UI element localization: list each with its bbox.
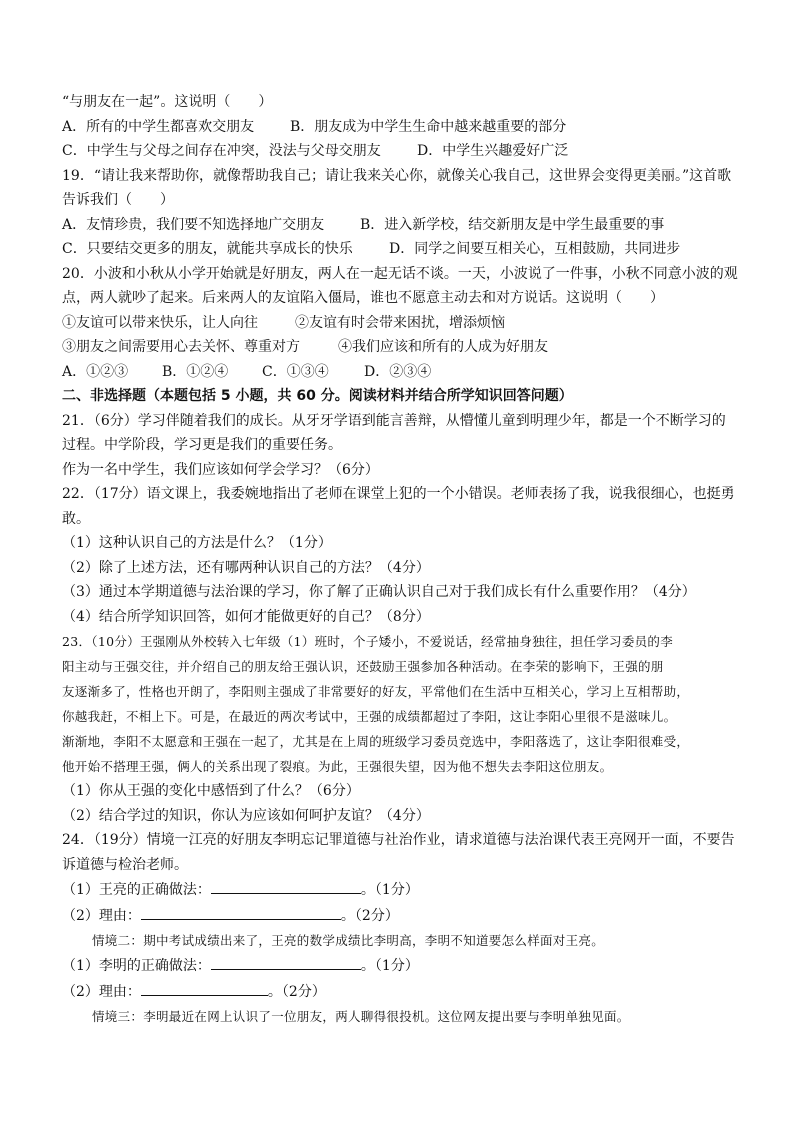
q20-statement-1: ①友谊可以带来快乐，让人向往 [62, 314, 258, 331]
q22-part-3: （3）通过本学期道德与法治课的学习，你了解了正确认识自己对于我们成长有什么重要作用？（4分） [62, 584, 696, 600]
q23-material-line-5: 渐渐地，李阳不太愿意和王强在一起了，尤其是在上周的班级学习委员竞选中，李阳落选了，这让李阳很难受， [62, 734, 690, 749]
q20-statements-12 [62, 311, 742, 336]
q20-statement-3: ③朋友之间需要用心去关怀、尊重对方 [62, 339, 300, 355]
q19-option-a: A．友情珍贵，我们要不知选择地广交朋友 [62, 216, 325, 233]
q21-line-1: 21．（6分）学习伴随着我们的成长。从牙牙学语到能言善辩，从懵懂儿童到明理少年，都是一个不断学习的 [62, 412, 726, 429]
q20-option-c: C．①③④ [262, 363, 329, 380]
q19-option-d: D．同学之间要互相关心，互相鼓励，共同进步 [389, 241, 681, 257]
section-2-title: 二、非选择题（本题包括 5 小题，共 60 分。阅读材料并结合所学知识回答问题） [62, 388, 573, 404]
q24-line-2: 诉道德与检治老师。 [62, 856, 188, 873]
q20-stem-line-1: 20．小波和小秋从小学开始就是好朋友，两人在一起无话不谈。一天，小波说了一件事，小秋不同意小波的观 [62, 265, 738, 282]
q20-stem-line-2: 点，两人就吵了起来。后来两人的友谊陷入僵局，谁也不愿意主动去和对方说话。这说明（ ） [62, 290, 664, 306]
q19-stem-line-1: 19．“请让我来帮助你，就像帮助我自己；请让我来关心你，就像关心我自己，这世界会变得更美丽。”这首歌 [62, 167, 732, 184]
q24-line-1: 24．（19分）情境一江亮的好朋友李明忘记罪道德与社治作业，请求道德与法治课代表王亮网开一面，不要告 [62, 832, 735, 848]
q24-scene2-part-2-label: （2）理由： [62, 983, 141, 1000]
answer-blank[interactable] [141, 979, 268, 996]
q23-material-line-2: 阳主动与王强交往，并介绍自己的朋友给王强认识，还鼓励王强参加各种活动。在李荣的影响下，王强的朋 [62, 659, 664, 674]
q24-scene1-part-2-tail: 。（2分） [340, 907, 399, 924]
q20-statement-2: ②友谊有时会带来困扰，增添烦恼 [295, 314, 505, 331]
q22-part-2: （2）除了上述方法，还有哪两种认识自己的方法？（4分） [62, 559, 430, 576]
q23-material-line-3: 友逐渐多了，性格也开朗了，李阳则主强成了非常要好的好友，平常他们在生活中互相关心，学习上互相帮助， [62, 684, 690, 699]
q19-stem-line-2: 告诉我们（ ） [62, 192, 174, 208]
q24-scene-2: 情境二：期中考试成绩出来了，王亮的数学成绩比李明高，李明不知道要怎么样面对王亮。 [92, 933, 605, 948]
q24-scene1-part-1-label: （1）王亮的正确做法： [62, 882, 211, 898]
q22-part-1: （1）这种认识自己的方法是什么？（1分） [62, 535, 332, 551]
q19-options-cd [62, 237, 742, 262]
q20-option-b: B．①②④ [162, 363, 229, 380]
q20-option-a: A．①②③ [62, 363, 129, 380]
q23-material-line-1: 23．（10分）王强刚从外校转入七年级（1）班时，个子矮小，不爱说话，经常抽身独往，担任学习委员的李 [62, 634, 674, 649]
q19-option-b: B．进入新学校，结交新朋友是中学生最重要的事 [360, 216, 665, 233]
q24-scene2-part-2 [62, 979, 742, 1005]
q20-option-d: D．②③④ [364, 363, 432, 380]
q24-scene1-part-1 [62, 877, 742, 903]
q23-material-line-4: 你越我赶，不相上下。可是，在最近的两次考试中，王强的成绩都超过了李阳，这让李阳心里很不是滋味儿。 [62, 709, 677, 724]
q18-option-d: D．中学生兴趣爱好广泛 [417, 143, 569, 159]
q24-scene2-part-1 [62, 953, 742, 979]
q18-options-cd [62, 139, 742, 164]
q24-scene-3: 情境三：李明最近在网上认识了一位朋友，两人聊得很投机。这位网友提出要与李明单独见面。 [92, 1009, 630, 1024]
q18-stem-tail: “与朋友在一起”。这说明（ ） [62, 94, 273, 110]
q21-line-2: 过程。中学阶段，学习更是我们的重要任务。 [62, 437, 342, 453]
answer-blank[interactable] [211, 877, 361, 894]
q24-scene2-part-2-tail: 。（2分） [267, 983, 326, 1000]
q19-option-c: C．只要结交更多的朋友，就能共享成长的快乐 [62, 241, 353, 257]
q20-options [62, 360, 742, 385]
q21-line-3: 作为一名中学生，我们应该如何学会学习？（6分） [62, 461, 379, 478]
q23-material-line-6: 他开始不搭理王强，俩人的关系出现了裂痕。为此，王强很失望，因为他不想失去李阳这位朋友。 [62, 759, 613, 774]
q18-options-ab [62, 115, 742, 140]
q22-line-1: 22．（17分）语文课上，我委婉地指出了老师在课堂上犯的一个小错误。老师表扬了我，说我很细心，也挺勇 [62, 486, 735, 502]
q19-options-ab [62, 213, 742, 238]
q23-part-1: （1）你从王强的变化中感悟到了什么？（6分） [62, 783, 360, 799]
q18-option-a: A．所有的中学生都喜欢交朋友 [62, 118, 255, 135]
answer-blank[interactable] [141, 903, 341, 920]
q20-statements-34 [62, 335, 742, 360]
q24-scene2-part-1-tail: 。（1分） [360, 958, 419, 974]
q24-scene1-part-1-tail: 。（1分） [360, 882, 419, 898]
q24-scene1-part-2 [62, 903, 742, 929]
q23-part-2: （2）结合学过的知识，你认为应该如何呵护友谊？（4分） [62, 807, 430, 824]
q18-option-c: C．中学生与父母之间存在冲突，没法与父母交朋友 [62, 143, 381, 159]
q22-line-2: 敢。 [62, 510, 90, 527]
exam-page [62, 90, 742, 1029]
q24-scene1-part-2-label: （2）理由： [62, 907, 141, 924]
q20-statement-4: ④我们应该和所有的人成为好朋友 [338, 339, 548, 355]
answer-blank[interactable] [211, 953, 361, 970]
q22-part-4: （4）结合所学知识回答，如何才能做更好的自己？（8分） [62, 608, 430, 625]
q24-scene2-part-1-label: （1）李明的正确做法： [62, 958, 211, 974]
q18-option-b: B．朋友成为中学生生命中越来越重要的部分 [290, 118, 567, 135]
